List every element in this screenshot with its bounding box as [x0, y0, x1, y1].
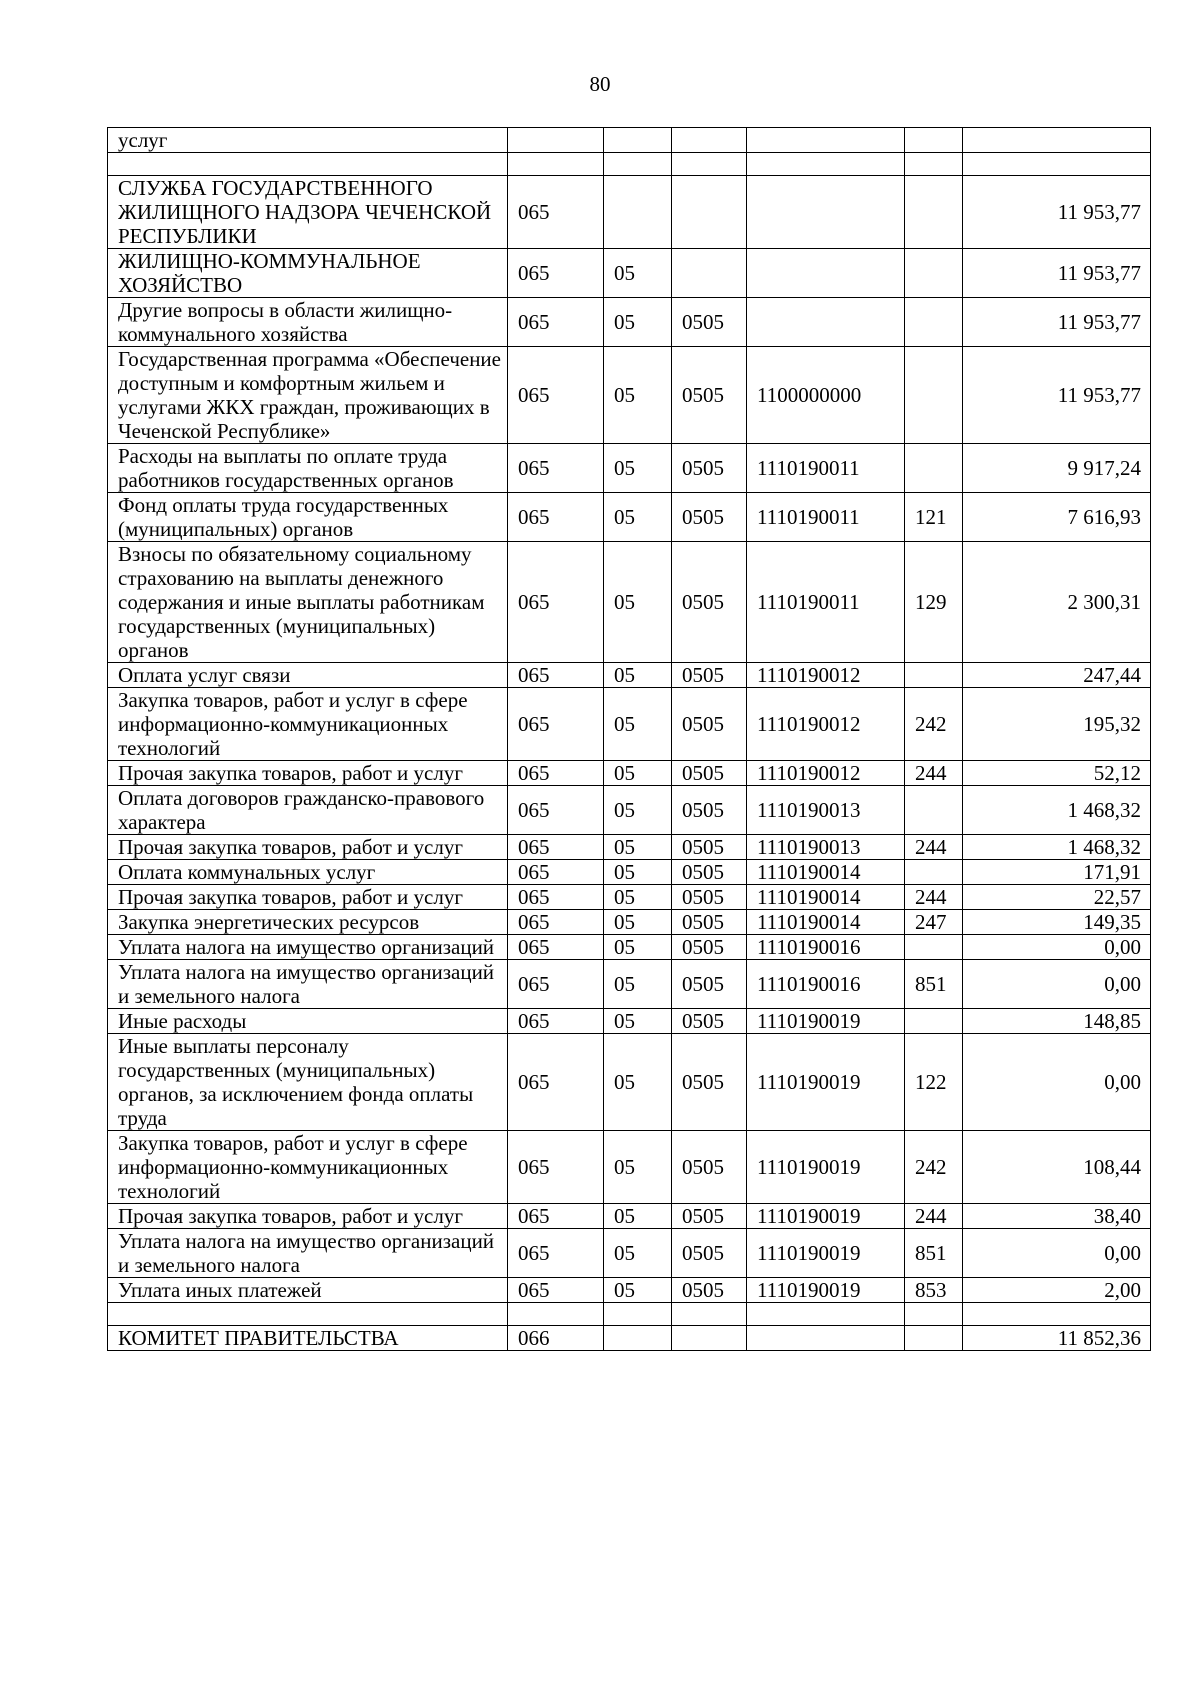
row-ved-code: 065	[508, 688, 604, 761]
row-target-article: 1110190011	[747, 542, 905, 663]
row-ved-code: 065	[508, 910, 604, 935]
row-expense-type: 129	[905, 542, 963, 663]
row-expense-type	[905, 153, 963, 176]
row-target-article: 1110190014	[747, 860, 905, 885]
row-subsection-code	[672, 128, 747, 153]
row-amount: 11 953,77	[963, 347, 1151, 444]
row-ved-code: 065	[508, 761, 604, 786]
row-expense-type	[905, 1303, 963, 1326]
budget-table	[107, 127, 1151, 1351]
row-amount: 11 953,77	[963, 298, 1151, 347]
row-target-article: 1110190019	[747, 1131, 905, 1204]
row-expense-type	[905, 249, 963, 298]
row-section-code: 05	[604, 935, 672, 960]
row-expense-type: 244	[905, 761, 963, 786]
row-name: Уплата налога на имущество организаций и земельного налога	[108, 1229, 508, 1278]
row-ved-code: 065	[508, 298, 604, 347]
row-amount: 22,57	[963, 885, 1151, 910]
row-name: Уплата иных платежей	[108, 1278, 508, 1303]
table-row	[108, 1278, 1151, 1303]
row-target-article: 1110190012	[747, 761, 905, 786]
row-target-article: 1110190019	[747, 1229, 905, 1278]
row-name: Закупка энергетических ресурсов	[108, 910, 508, 935]
row-ved-code	[508, 1303, 604, 1326]
row-target-article: 1110190012	[747, 663, 905, 688]
row-amount: 2,00	[963, 1278, 1151, 1303]
row-subsection-code	[672, 1303, 747, 1326]
row-target-article: 1110190012	[747, 688, 905, 761]
row-ved-code: 065	[508, 1131, 604, 1204]
row-target-article	[747, 128, 905, 153]
row-ved-code: 065	[508, 960, 604, 1009]
row-name: Иные выплаты персоналу государственных (муниципальных) органов, за исключением фонда оплаты труда	[108, 1034, 508, 1131]
row-section-code	[604, 153, 672, 176]
row-name: Взносы по обязательному социальному страхованию на выплаты денежного содержания и иные выплаты работникам государственных (муниципальных) органов	[108, 542, 508, 663]
row-name: СЛУЖБА ГОСУДАРСТВЕННОГО ЖИЛИЩНОГО НАДЗОРА ЧЕЧЕНСКОЙ РЕСПУБЛИКИ	[108, 176, 508, 249]
row-section-code: 05	[604, 444, 672, 493]
table-row	[108, 1326, 1151, 1351]
row-expense-type	[905, 176, 963, 249]
row-ved-code: 065	[508, 835, 604, 860]
row-section-code: 05	[604, 493, 672, 542]
row-amount: 11 953,77	[963, 249, 1151, 298]
row-target-article	[747, 153, 905, 176]
row-subsection-code: 0505	[672, 1229, 747, 1278]
row-expense-type	[905, 935, 963, 960]
row-name: Расходы на выплаты по оплате труда работников государственных органов	[108, 444, 508, 493]
row-section-code	[604, 176, 672, 249]
row-expense-type: 247	[905, 910, 963, 935]
row-ved-code: 065	[508, 444, 604, 493]
row-amount	[963, 128, 1151, 153]
row-amount: 38,40	[963, 1204, 1151, 1229]
row-target-article: 1110190011	[747, 444, 905, 493]
row-ved-code: 065	[508, 347, 604, 444]
row-ved-code: 065	[508, 1229, 604, 1278]
table-row	[108, 761, 1151, 786]
row-target-article	[747, 249, 905, 298]
row-subsection-code: 0505	[672, 1278, 747, 1303]
table-row	[108, 688, 1151, 761]
row-amount: 52,12	[963, 761, 1151, 786]
row-section-code: 05	[604, 1204, 672, 1229]
row-section-code: 05	[604, 1229, 672, 1278]
row-target-article: 1110190014	[747, 885, 905, 910]
row-subsection-code: 0505	[672, 688, 747, 761]
table-row	[108, 249, 1151, 298]
row-subsection-code: 0505	[672, 860, 747, 885]
row-ved-code: 065	[508, 885, 604, 910]
row-ved-code: 065	[508, 249, 604, 298]
row-subsection-code: 0505	[672, 347, 747, 444]
table-row	[108, 128, 1151, 153]
row-name: Прочая закупка товаров, работ и услуг	[108, 761, 508, 786]
table-row	[108, 935, 1151, 960]
row-ved-code: 065	[508, 860, 604, 885]
table-row	[108, 444, 1151, 493]
row-section-code: 05	[604, 1034, 672, 1131]
table-row	[108, 885, 1151, 910]
row-subsection-code: 0505	[672, 885, 747, 910]
row-expense-type: 851	[905, 960, 963, 1009]
row-section-code: 05	[604, 960, 672, 1009]
row-amount: 1 468,32	[963, 786, 1151, 835]
table-row	[108, 910, 1151, 935]
row-name: Иные расходы	[108, 1009, 508, 1034]
row-expense-type: 244	[905, 1204, 963, 1229]
row-name: Государственная программа «Обеспечение доступным и комфортным жильем и услугами ЖКХ граждан, проживающих в Чеченской Республике»	[108, 347, 508, 444]
row-name: Фонд оплаты труда государственных (муниципальных) органов	[108, 493, 508, 542]
row-target-article: 1110190011	[747, 493, 905, 542]
row-amount: 9 917,24	[963, 444, 1151, 493]
row-target-article: 1110190016	[747, 935, 905, 960]
row-section-code: 05	[604, 910, 672, 935]
row-amount: 247,44	[963, 663, 1151, 688]
row-target-article	[747, 1326, 905, 1351]
row-subsection-code: 0505	[672, 935, 747, 960]
table-row	[108, 960, 1151, 1009]
table-row	[108, 347, 1151, 444]
table-row	[108, 1131, 1151, 1204]
row-target-article: 1110190019	[747, 1009, 905, 1034]
row-subsection-code	[672, 176, 747, 249]
row-section-code: 05	[604, 1278, 672, 1303]
row-expense-type	[905, 347, 963, 444]
row-amount: 0,00	[963, 1034, 1151, 1131]
table-row	[108, 1009, 1151, 1034]
row-target-article	[747, 298, 905, 347]
row-name: Прочая закупка товаров, работ и услуг	[108, 885, 508, 910]
row-target-article: 1110190014	[747, 910, 905, 935]
row-amount: 171,91	[963, 860, 1151, 885]
row-expense-type	[905, 1009, 963, 1034]
table-row	[108, 860, 1151, 885]
row-ved-code: 065	[508, 1278, 604, 1303]
table-row	[108, 1204, 1151, 1229]
row-amount: 11 953,77	[963, 176, 1151, 249]
row-name: Уплата налога на имущество организаций	[108, 935, 508, 960]
row-amount: 0,00	[963, 935, 1151, 960]
row-amount: 1 468,32	[963, 835, 1151, 860]
row-ved-code: 065	[508, 663, 604, 688]
row-amount: 0,00	[963, 1229, 1151, 1278]
row-expense-type: 244	[905, 885, 963, 910]
row-ved-code: 065	[508, 1204, 604, 1229]
row-name: Прочая закупка товаров, работ и услуг	[108, 835, 508, 860]
row-subsection-code: 0505	[672, 298, 747, 347]
row-expense-type: 242	[905, 1131, 963, 1204]
row-name: ЖИЛИЩНО-КОММУНАЛЬНОЕ ХОЗЯЙСТВО	[108, 249, 508, 298]
row-section-code: 05	[604, 347, 672, 444]
row-section-code	[604, 1303, 672, 1326]
row-section-code: 05	[604, 663, 672, 688]
row-name: Оплата услуг связи	[108, 663, 508, 688]
row-subsection-code: 0505	[672, 1131, 747, 1204]
row-amount: 2 300,31	[963, 542, 1151, 663]
row-expense-type: 853	[905, 1278, 963, 1303]
row-target-article: 1110190013	[747, 786, 905, 835]
row-amount: 11 852,36	[963, 1326, 1151, 1351]
row-subsection-code: 0505	[672, 663, 747, 688]
row-subsection-code	[672, 1326, 747, 1351]
row-name: Закупка товаров, работ и услуг в сфере информационно-коммуникационных технологий	[108, 688, 508, 761]
table-row	[108, 153, 1151, 176]
row-name: услуг	[108, 128, 508, 153]
row-section-code: 05	[604, 885, 672, 910]
row-amount: 7 616,93	[963, 493, 1151, 542]
row-section-code: 05	[604, 786, 672, 835]
table-row	[108, 1303, 1151, 1326]
row-subsection-code: 0505	[672, 910, 747, 935]
row-subsection-code	[672, 249, 747, 298]
row-name	[108, 1303, 508, 1326]
row-ved-code: 065	[508, 1009, 604, 1034]
row-name	[108, 153, 508, 176]
row-target-article	[747, 176, 905, 249]
row-target-article: 1110190019	[747, 1278, 905, 1303]
row-expense-type: 851	[905, 1229, 963, 1278]
row-expense-type	[905, 663, 963, 688]
row-ved-code: 065	[508, 542, 604, 663]
row-ved-code	[508, 128, 604, 153]
row-subsection-code: 0505	[672, 493, 747, 542]
row-subsection-code: 0505	[672, 761, 747, 786]
row-ved-code: 065	[508, 935, 604, 960]
row-expense-type: 121	[905, 493, 963, 542]
row-expense-type	[905, 298, 963, 347]
row-subsection-code: 0505	[672, 1204, 747, 1229]
table-row	[108, 1229, 1151, 1278]
page-number: 80	[589, 72, 611, 96]
row-name: Оплата договоров гражданско-правового характера	[108, 786, 508, 835]
row-expense-type: 122	[905, 1034, 963, 1131]
row-name: Оплата коммунальных услуг	[108, 860, 508, 885]
table-row	[108, 786, 1151, 835]
row-amount	[963, 153, 1151, 176]
row-target-article: 1110190013	[747, 835, 905, 860]
table-row	[108, 835, 1151, 860]
row-section-code: 05	[604, 688, 672, 761]
row-amount: 149,35	[963, 910, 1151, 935]
row-subsection-code: 0505	[672, 444, 747, 493]
row-section-code: 05	[604, 860, 672, 885]
row-name: КОМИТЕТ ПРАВИТЕЛЬСТВА	[108, 1326, 508, 1351]
row-expense-type	[905, 444, 963, 493]
row-target-article: 1100000000	[747, 347, 905, 444]
row-ved-code	[508, 153, 604, 176]
row-ved-code: 065	[508, 176, 604, 249]
row-section-code: 05	[604, 1131, 672, 1204]
row-section-code: 05	[604, 249, 672, 298]
budget-table-body	[108, 128, 1151, 1351]
row-subsection-code: 0505	[672, 960, 747, 1009]
row-ved-code: 065	[508, 1034, 604, 1131]
row-amount: 108,44	[963, 1131, 1151, 1204]
row-name: Закупка товаров, работ и услуг в сфере информационно-коммуникационных технологий	[108, 1131, 508, 1204]
row-section-code	[604, 128, 672, 153]
row-expense-type	[905, 786, 963, 835]
row-expense-type: 242	[905, 688, 963, 761]
row-section-code	[604, 1326, 672, 1351]
table-row	[108, 176, 1151, 249]
row-name: Прочая закупка товаров, работ и услуг	[108, 1204, 508, 1229]
row-subsection-code: 0505	[672, 786, 747, 835]
row-name: Другие вопросы в области жилищно-коммунального хозяйства	[108, 298, 508, 347]
row-section-code: 05	[604, 542, 672, 663]
row-amount: 0,00	[963, 960, 1151, 1009]
row-amount: 148,85	[963, 1009, 1151, 1034]
row-section-code: 05	[604, 1009, 672, 1034]
row-expense-type	[905, 1326, 963, 1351]
table-row	[108, 542, 1151, 663]
row-amount	[963, 1303, 1151, 1326]
row-subsection-code: 0505	[672, 835, 747, 860]
row-name: Уплата налога на имущество организаций и земельного налога	[108, 960, 508, 1009]
table-row	[108, 493, 1151, 542]
row-target-article: 1110190016	[747, 960, 905, 1009]
row-section-code: 05	[604, 761, 672, 786]
table-row	[108, 1034, 1151, 1131]
row-target-article: 1110190019	[747, 1034, 905, 1131]
row-subsection-code	[672, 153, 747, 176]
row-subsection-code: 0505	[672, 1034, 747, 1131]
row-amount: 195,32	[963, 688, 1151, 761]
table-row	[108, 663, 1151, 688]
row-target-article: 1110190019	[747, 1204, 905, 1229]
table-row	[108, 298, 1151, 347]
row-expense-type	[905, 860, 963, 885]
row-subsection-code: 0505	[672, 1009, 747, 1034]
row-section-code: 05	[604, 298, 672, 347]
row-expense-type	[905, 128, 963, 153]
row-target-article	[747, 1303, 905, 1326]
row-subsection-code: 0505	[672, 542, 747, 663]
row-ved-code: 066	[508, 1326, 604, 1351]
row-ved-code: 065	[508, 786, 604, 835]
row-ved-code: 065	[508, 493, 604, 542]
row-section-code: 05	[604, 835, 672, 860]
row-expense-type: 244	[905, 835, 963, 860]
